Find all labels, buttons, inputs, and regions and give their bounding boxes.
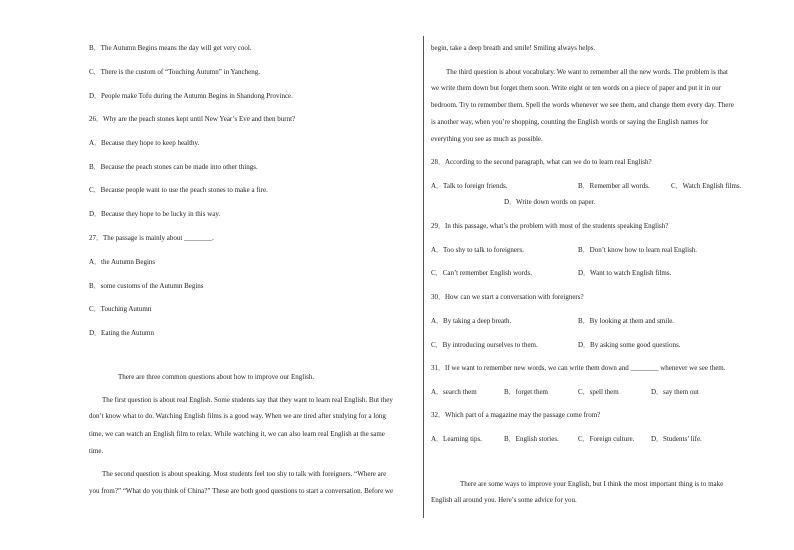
q26-option-b: B．Because the peach stones can be made into other things. — [89, 163, 258, 171]
q29-option-d: D．Want to watch English films. — [578, 269, 672, 277]
q27-option-c: C．Touching Autumn — [89, 305, 152, 313]
q31-option-a: A．search them — [431, 388, 477, 396]
q32-option-d: D．Students’ life. — [651, 435, 702, 443]
q29-option-a: A．Too shy to talk to foreigners. — [431, 246, 524, 254]
question-30: 30．How can we start a conversation with foreigners? — [431, 293, 584, 301]
paragraph-3-line: is another way, when you’re shopping, counting the English words or saying the English names for — [431, 118, 709, 126]
q32-option-a: A．Learning tips. — [431, 435, 482, 443]
passage-intro: There are three common questions about how to improve our English. — [118, 373, 315, 381]
q28-option-a: A．Talk to foreign friends. — [431, 182, 508, 190]
paragraph-2-line: The second question is about speaking. Most students feel too shy to talk with foreigners. “Where are — [102, 470, 387, 478]
q26-option-c: C．Because people want to use the peach stones to make a fire. — [89, 186, 268, 194]
paragraph-3-line: everything you see as much as possible. — [431, 135, 543, 143]
q25-option-d: D．People make Tofu during the Autumn Begins in Shandong Province. — [89, 92, 293, 100]
q32-option-c: C．Foreign culture. — [578, 435, 635, 443]
paragraph-1-line: time. — [89, 447, 104, 455]
column-divider — [423, 36, 424, 518]
paragraph-3-line: bedroom. Try to remember them. Spell the words whenever we see them, and change them every day. There — [431, 101, 734, 109]
paragraph-1-line: don’t know what to do. Watching English films is a good way. When we are tired after studying for a long — [89, 412, 386, 420]
q30-option-c: C．By introducing ourselves to them. — [431, 341, 538, 349]
paragraph-2-line: you from?” “What do you think of China?” These are both good questions to start a conversation. Before we — [89, 487, 394, 495]
q25-option-c: C．There is the custom of “Touching Autumn” in Yancheng. — [89, 68, 260, 76]
q26-option-a: A．Because they hope to keep healthy. — [89, 139, 200, 147]
question-27: 27．The passage is mainly about ________. — [89, 234, 214, 242]
q30-option-d: D．By asking some good questions. — [578, 341, 681, 349]
q29-option-c: C．Can’t remember English words. — [431, 269, 532, 277]
question-31: 31．If we want to remember new words, we can write them down and ________ whenever we see them. — [431, 364, 726, 372]
q27-option-d: D．Eating the Autumn — [89, 329, 154, 337]
paragraph-3-line: The third question is about vocabulary. We want to remember all the new words. The problem is that — [446, 68, 728, 76]
paragraph-4-line: There are some ways to improve your English, but I think the most important thing is to make — [460, 480, 724, 488]
question-32: 32．Which part of a magazine may the passage come from? — [431, 411, 601, 419]
q28-option-c: C．Watch English films. — [671, 182, 742, 190]
paragraph-2-continuation: begin, take a deep breath and smile! Smiling always helps. — [431, 44, 596, 52]
q27-option-b: B．some customs of the Autumn Begins — [89, 282, 204, 290]
q28-option-d: D．Write down words on paper. — [504, 198, 596, 206]
q26-option-d: D．Because they hope to be lucky in this way. — [89, 210, 221, 218]
q28-option-b: B．Remember all words. — [578, 182, 650, 190]
q27-option-a: A．the Autumn Begins — [89, 258, 156, 266]
q32-option-b: B．English stories. — [504, 435, 559, 443]
paragraph-1-line: The first question is about real English. Some students say that they want to learn real English. But they — [102, 396, 393, 404]
question-29: 29．In this passage, what’s the problem with most of the students speaking English? — [431, 222, 669, 230]
question-28: 28．According to the second paragraph, what can we do to learn real English? — [431, 158, 652, 166]
paragraph-1-line: time, we can watch an English film to relax. While watching it, we can also learn real English at the same — [89, 430, 385, 438]
question-26: 26．Why are the peach stones kept until New Year’s Eve and then burnt? — [89, 115, 296, 123]
q31-option-b: B．forget them — [504, 388, 549, 396]
q30-option-a: A．By taking a deep breath. — [431, 317, 512, 325]
paragraph-4-line: English all around you. Here’s some advice for you. — [431, 496, 577, 504]
q31-option-c: C．spell them — [578, 388, 619, 396]
q25-option-b: B．The Autumn Begins means the day will get very cool. — [89, 44, 252, 52]
q30-option-b: B．By looking at them and smile. — [578, 317, 675, 325]
paragraph-3-line: we write them down but forget them soon. Write eight or ten words on a piece of paper and put it in our — [431, 84, 722, 92]
q29-option-b: B．Don’t know how to learn real English. — [578, 246, 698, 254]
q31-option-d: D．say them out — [651, 388, 699, 396]
